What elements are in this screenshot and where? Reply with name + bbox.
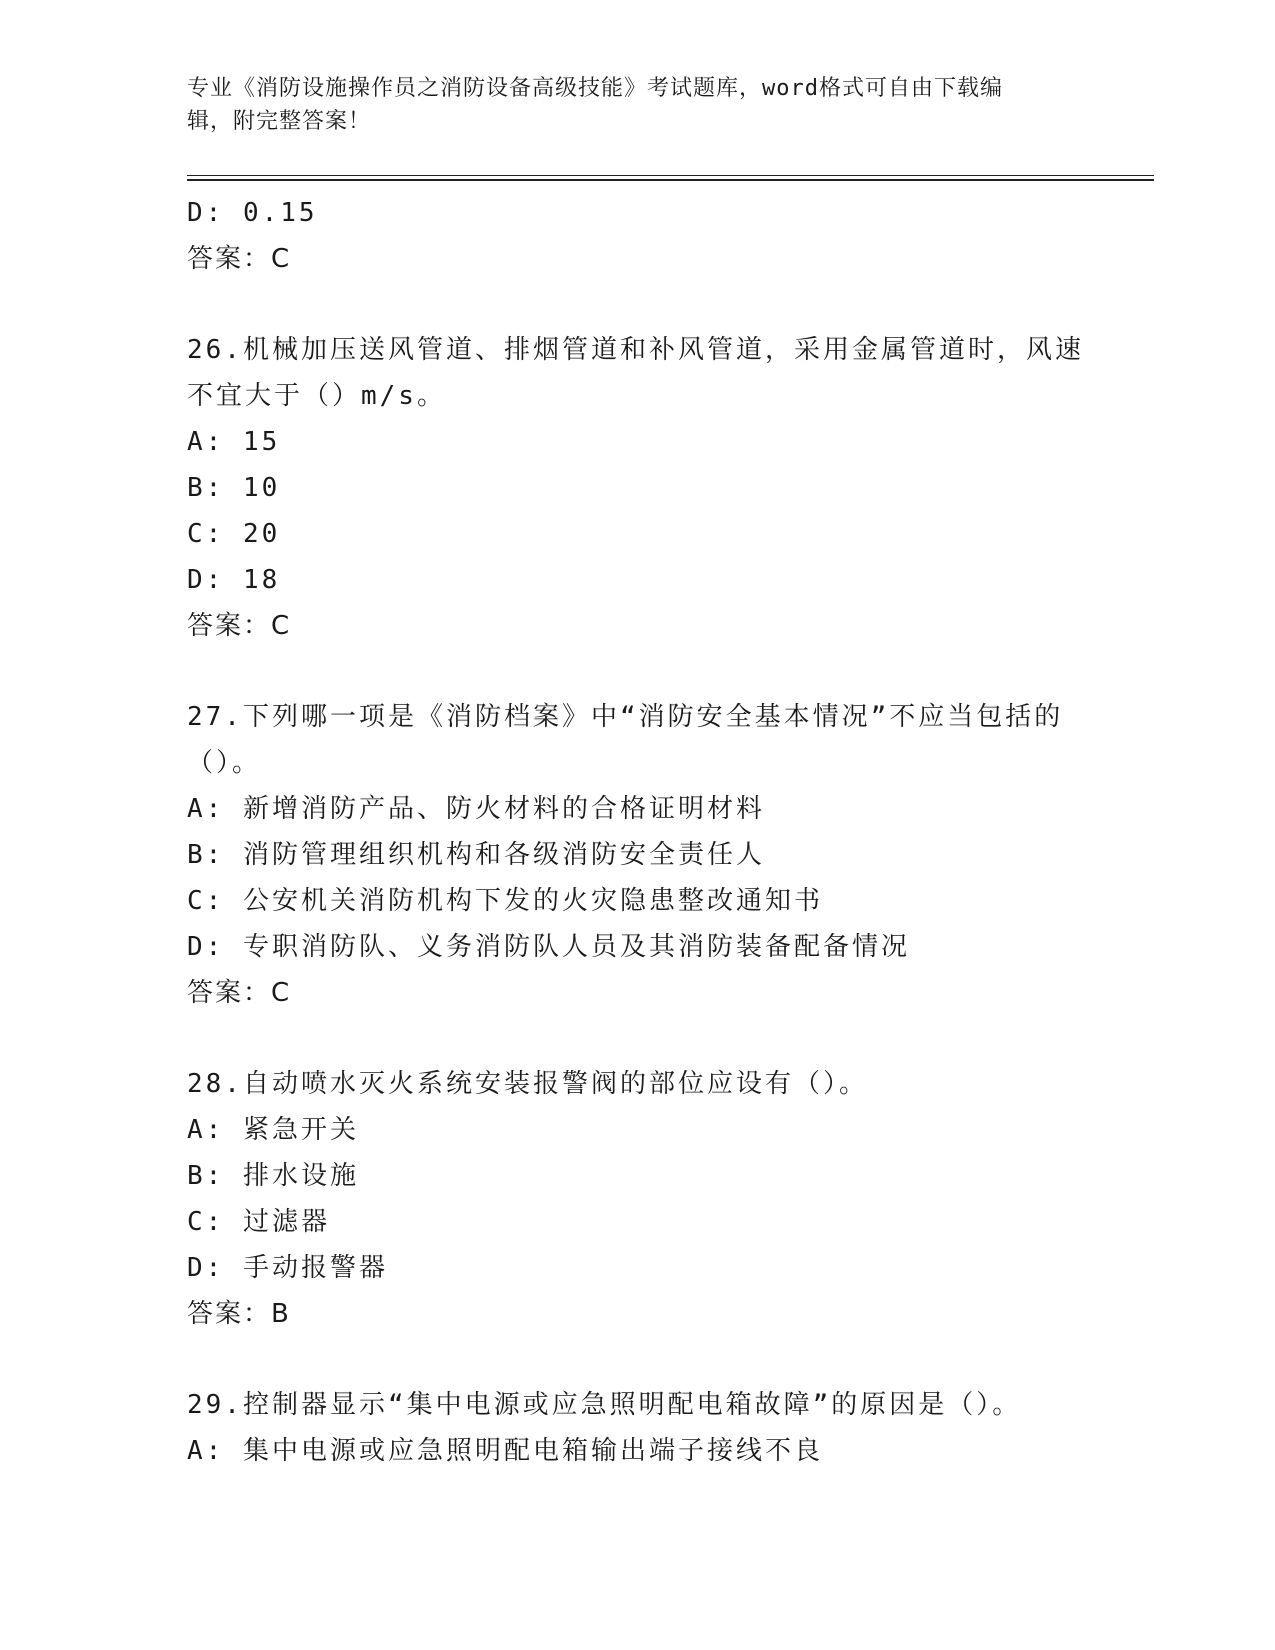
prev-answer: 答案：C — [187, 244, 292, 274]
question-spacer — [187, 1016, 1087, 1061]
question-28-option-b: B: 排水设施 — [187, 1161, 359, 1191]
question-26-stem-line-2: 不宜大于（）m/s。 — [187, 381, 446, 411]
question-26-answer: 答案：C — [187, 611, 292, 641]
question-27-option-d: D: 专职消防队、义务消防队人员及其消防装备配备情况 — [187, 932, 910, 962]
question-27-option-c: C: 公安机关消防机构下发的火灾隐患整改通知书 — [187, 886, 823, 916]
header-line-2: 辑，附完整答案！ — [187, 109, 372, 134]
question-27-stem-line-1: 27.下列哪一项是《消防档案》中“消防安全基本情况”不应当包括的 — [187, 702, 1064, 732]
question-26-stem-line-1: 26.机械加压送风管道、排烟管道和补风管道，采用金属管道时，风速 — [187, 335, 1084, 365]
question-28-answer: 答案：B — [187, 1299, 291, 1329]
question-26-option-d: D: 18 — [187, 565, 281, 595]
question-29-option-a: A: 集中电源或应急照明配电箱输出端子接线不良 — [187, 1436, 823, 1466]
question-spacer — [187, 1337, 1087, 1382]
question-27-answer: 答案：C — [187, 978, 292, 1008]
question-content — [187, 190, 1087, 1474]
header-line-1: 专业《消防设施操作员之消防设备高级技能》考试题库，word格式可自由下载编 — [187, 76, 1003, 101]
question-29-stem-line-1: 29.控制器显示“集中电源或应急照明配电箱故障”的原因是（）。 — [187, 1390, 1022, 1420]
question-28-option-c: C: 过滤器 — [187, 1207, 330, 1237]
question-28-stem-line-1: 28.自动喷水灭火系统安装报警阀的部位应设有（）。 — [187, 1069, 868, 1099]
question-27-option-a: A: 新增消防产品、防火材料的合格证明材料 — [187, 794, 765, 824]
question-27-stem-line-2: （）。 — [187, 748, 262, 778]
question-28-option-a: A: 紧急开关 — [187, 1115, 359, 1145]
document-header — [187, 72, 1087, 138]
prev-option-d: D: 0.15 — [187, 198, 318, 228]
question-27-option-b: B: 消防管理组织机构和各级消防安全责任人 — [187, 840, 765, 870]
question-spacer — [187, 649, 1087, 694]
question-spacer — [187, 282, 1087, 327]
question-28-option-d: D: 手动报警器 — [187, 1253, 388, 1283]
header-divider-thin — [187, 175, 1154, 176]
question-26-option-a: A: 15 — [187, 427, 281, 457]
question-26-option-b: B: 10 — [187, 473, 281, 503]
header-divider-thick — [187, 179, 1154, 181]
question-26-option-c: C: 20 — [187, 519, 281, 549]
